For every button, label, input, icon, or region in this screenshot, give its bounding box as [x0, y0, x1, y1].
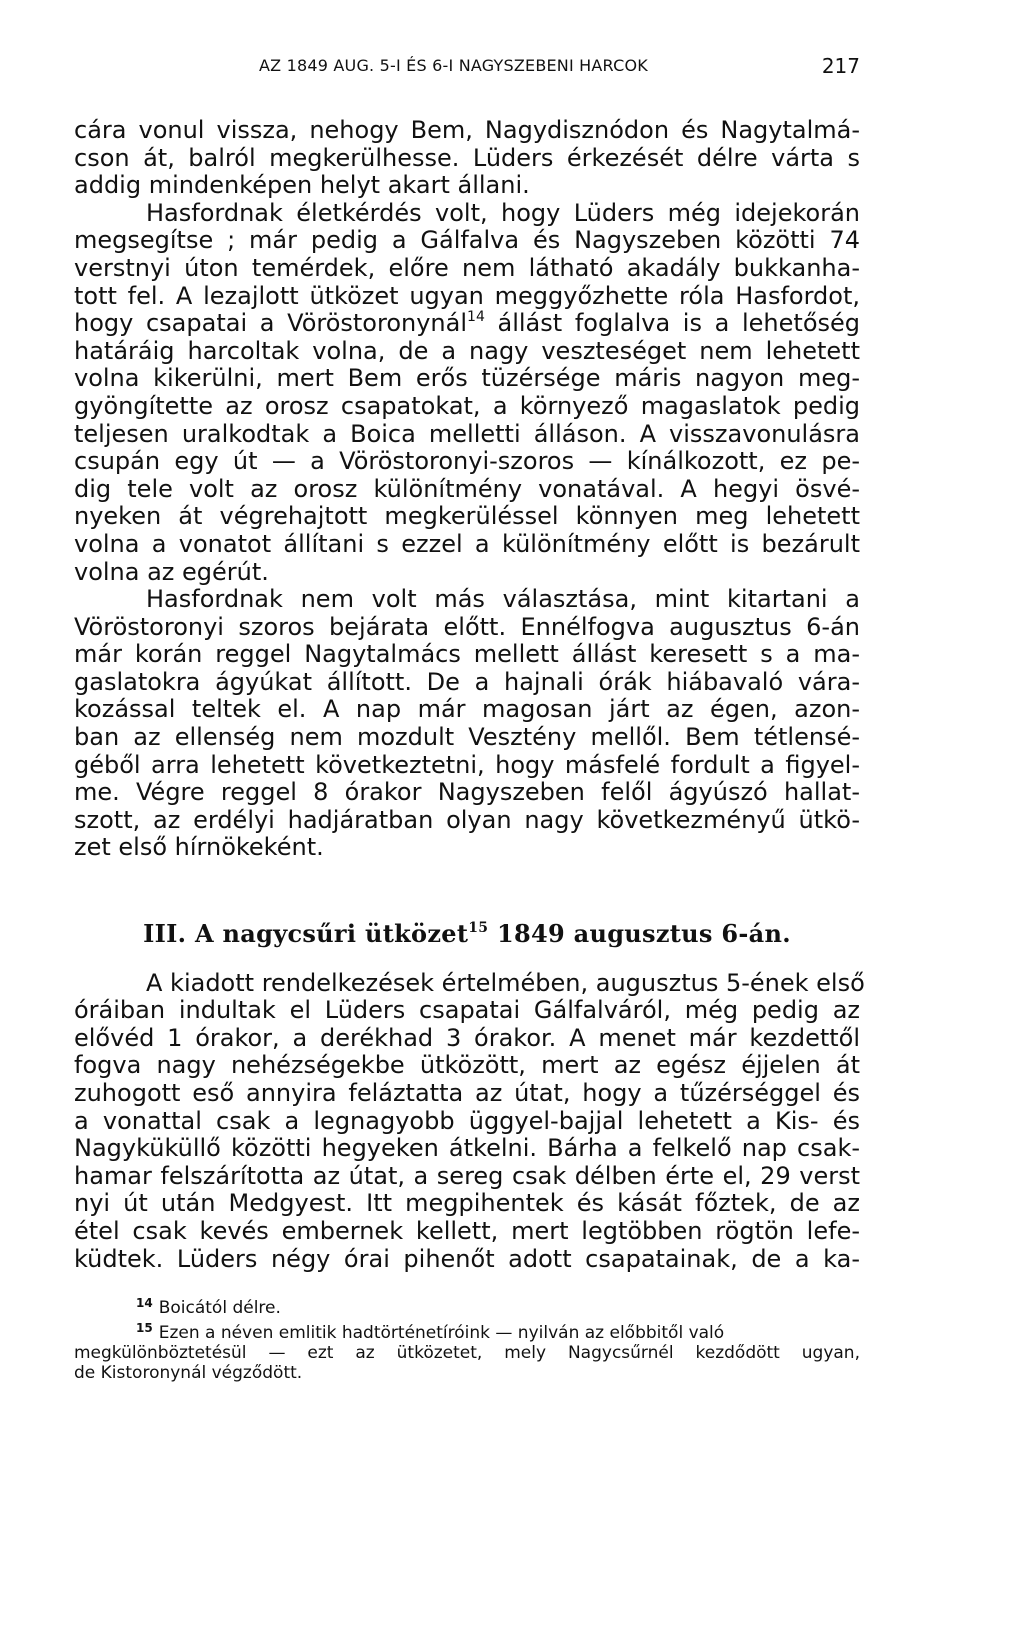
text-line: elővéd 1 órakor, a derékhad 3 órakor. A menet már kezdettől: [74, 1023, 860, 1052]
text-line: nyeken át végrehajtott megkerüléssel könnyen meg lehetett: [74, 502, 860, 531]
footnote-ref-14: 14: [467, 309, 485, 326]
text-line: Hasfordnak életkérdés volt, hogy Lüders még idejekorán: [146, 198, 860, 227]
paragraph-1: [74, 117, 860, 200]
text-line: gaslatokra ágyúkat állított. De a hajnali órák hiábavaló vára-: [74, 667, 860, 696]
main-text: [74, 116, 865, 1273]
text-line: nyi út után Medgyest. Itt megpihentek és kását főztek, de az: [74, 1189, 860, 1218]
text-line: fogva nagy nehézségekbe ütközött, mert az egész éjjelen át: [74, 1051, 860, 1080]
text-line: már korán reggel Nagytalmács mellett állást keresett s a ma-: [74, 640, 860, 669]
footnote-continuation: megkülönböztetésül — ezt az ütközetet, mely Nagycsűrnél kezdődött ugyan,: [74, 1343, 860, 1364]
paragraph-3: [74, 586, 860, 862]
book-page: [74, 52, 865, 1384]
paragraph-2: [74, 200, 860, 586]
text-line: kozással teltek el. A nap már magosan járt az égen, azon-: [74, 695, 860, 724]
text-line: zuhogott eső annyira feláztatta az útat, hogy a tűzérséggel és: [74, 1079, 860, 1107]
text-line: cson át, balról megkerülhesse. Lüders érkezését délre várta s: [74, 143, 860, 172]
section-heading: [74, 920, 860, 948]
footnotes: [74, 1293, 860, 1383]
text-line: szott, az erdélyi hadjáratban olyan nagy következményű ütkö-: [74, 805, 860, 834]
text-segment: hogy csapatai a Vöröstoronynál: [74, 309, 468, 338]
text-line: Hasfordnak nem volt más választása, mint kitartani a: [146, 585, 860, 614]
text-line: Vöröstoronyi szoros bejárata előtt. Ennélfogva augusztus 6-án: [74, 612, 860, 641]
section-heading-text: III. A nagycsűri ütközet: [143, 919, 469, 949]
text-line: cára vonul vissza, nehogy Bem, Nagydisznódon és Nagytalmá-: [74, 116, 860, 144]
section-heading-date: 1849 augusztus 6-án.: [488, 919, 791, 949]
text-line-with-footnote: [74, 310, 860, 338]
text-line: tott fel. A lezajlott ütközet ugyan meggyőzhette róla Hasfordot,: [74, 281, 860, 310]
text-line: verstnyi úton temérdek, előre nem látható akadály bukkanha-: [74, 253, 860, 282]
footnote-number: 14: [136, 1296, 153, 1311]
footnote-text: Boicától délre.: [158, 1298, 281, 1319]
text-line: volna az egérút.: [74, 557, 269, 586]
text-line: gyöngítette az orosz csapatokat, a környező magaslatok pedig: [74, 391, 860, 420]
text-line: óráiban indultak el Lüders csapatai Gálfalváról, még pedig az: [74, 996, 860, 1025]
footnote-text: Ezen a néven emlitik hadtörténetíróink — nyilván az előbbitől való: [158, 1323, 725, 1344]
text-line: dig tele volt az orosz különítmény vonatával. A hegyi ösvé-: [74, 474, 860, 503]
text-line: Nagyküküllő közötti hegyeken átkelni. Bárha a felkelő nap csak-: [74, 1134, 860, 1163]
text-line: csupán egy út — a Vöröstoronyi-szoros — kínálkozott, ez pe-: [74, 447, 860, 476]
text-line: zet első hírnökeként.: [74, 833, 324, 862]
text-line: teljesen uralkodtak a Boica melletti álláson. A visszavonulásra: [74, 419, 860, 448]
paragraph-4: [74, 968, 865, 1274]
text-line: a vonattal csak a legnagyobb üggyel-bajjal lehetett a Kis- és: [74, 1106, 860, 1135]
text-line: géből arra lehetett következtetni, hogy másfelé fordult a figyel-: [74, 750, 860, 779]
text-line: addig mindenképen helyt akart állani.: [74, 171, 530, 200]
text-line: étel csak kevés embernek kellett, mert legtöbben rögtön lefe-: [74, 1216, 860, 1245]
footnote-ref-15: 15: [468, 920, 489, 937]
running-head: [74, 52, 860, 92]
text-line: A kiadott rendelkezések értelmében, augusztus 5-ének első: [146, 968, 865, 997]
page-number: 217: [821, 54, 860, 78]
footnote-number: 15: [136, 1321, 153, 1336]
text-line: határáig harcoltak volna, de a nagy veszteséget nem lehetett: [74, 336, 860, 365]
footnote-15: [74, 1318, 860, 1343]
text-line: me. Végre reggel 8 órakor Nagyszeben felől ágyúszó hallat-: [74, 778, 860, 807]
text-segment: állást foglalva is a lehetőség: [484, 309, 861, 338]
text-line: volna kikerülni, mert Bem erős tüzérsége máris nagyon meg-: [74, 364, 860, 393]
footnote-continuation: de Kistoronynál végződött.: [74, 1363, 303, 1384]
footnote-14: [74, 1293, 860, 1318]
text-line: küdtek. Lüders négy órai pihenőt adott csapatainak, de a ka-: [74, 1244, 860, 1273]
text-line: volna a vonatot állítani s ezzel a különítmény előtt is bezárult: [74, 529, 860, 558]
text-line: hamar felszárította az útat, a sereg csak délben érte el, 29 verst: [74, 1161, 860, 1190]
running-title: AZ 1849 AUG. 5-I ÉS 6-I NAGYSZEBENI HARCOK: [259, 56, 648, 75]
text-line: ban az ellenség nem mozdult Vesztény mellől. Bem tétlensé-: [74, 723, 860, 752]
text-line: megsegítse ; már pedig a Gálfalva és Nagyszeben közötti 74: [74, 226, 860, 255]
